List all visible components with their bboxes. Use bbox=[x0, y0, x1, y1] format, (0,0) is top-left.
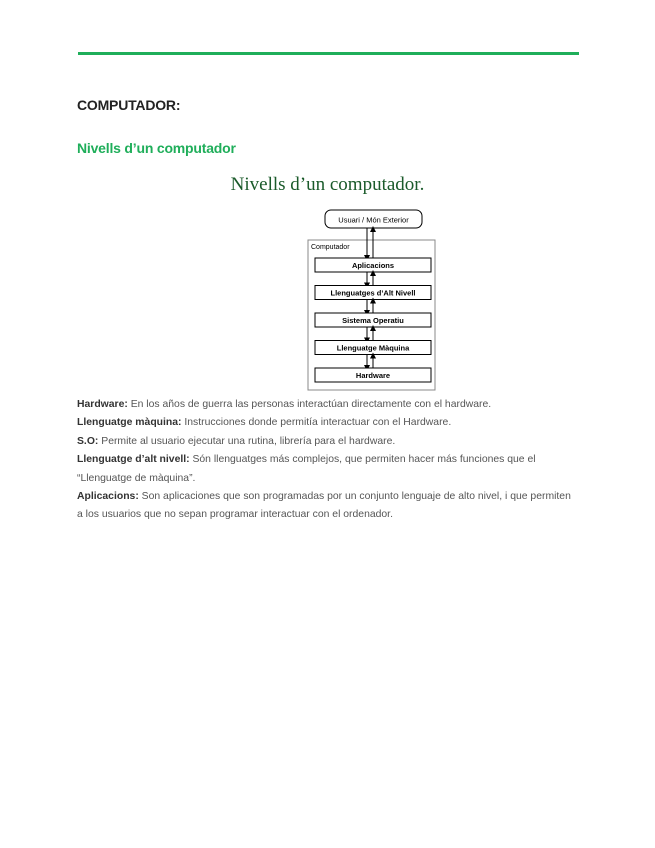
level-label: Sistema Operatiu bbox=[342, 316, 404, 325]
levels-diagram bbox=[305, 208, 437, 394]
section-subheading: Nivells d’un computador bbox=[77, 140, 236, 156]
definition-text: Permite al usuario ejecutar una rutina, librería para el hardware. bbox=[98, 435, 396, 447]
level-label: Hardware bbox=[355, 371, 391, 380]
definitions-list bbox=[77, 396, 577, 525]
definition-item bbox=[77, 433, 577, 451]
definition-term: Llenguatge d’alt nivell: bbox=[77, 454, 190, 466]
definition-text: Instrucciones donde permitía interactuar con el Hardware. bbox=[181, 417, 452, 429]
container-label: Computador bbox=[311, 244, 350, 251]
page-title: COMPUTADOR: bbox=[77, 97, 181, 113]
definition-text: Son aplicaciones que son programadas por un conjunto lenguaje de alto nivel, i que permiten a los usuarios que no sepan programar interactuar con el ordenador. bbox=[77, 491, 571, 521]
figure-title: Nivells d’un computador. bbox=[230, 174, 425, 195]
level-label: Llenguatges d’Alt Nivell bbox=[330, 288, 416, 298]
definition-item bbox=[77, 396, 577, 414]
definition-term: S.O: bbox=[77, 435, 99, 447]
definition-item bbox=[77, 451, 577, 488]
definition-term: Hardware: bbox=[77, 399, 128, 410]
outer-node-label: Usuari / Món Exterior bbox=[338, 215, 409, 225]
definition-text: En los años de guerra las personas interactúan directamente con el hardware. bbox=[127, 399, 492, 410]
definition-item bbox=[77, 414, 577, 432]
top-accent-rule bbox=[78, 52, 579, 55]
definition-term: Aplicacions: bbox=[77, 491, 139, 503]
definition-text: Són llenguatges más complejos, que permiten hacer más funciones que el “Llenguatge de màquina”. bbox=[77, 454, 536, 484]
levels-figure bbox=[210, 170, 445, 395]
level-label: Aplicacions bbox=[351, 261, 395, 270]
level-label: Llenguatge Màquina bbox=[336, 343, 410, 353]
definition-term: Llenguatge màquina: bbox=[77, 417, 182, 429]
definition-item bbox=[77, 488, 577, 525]
